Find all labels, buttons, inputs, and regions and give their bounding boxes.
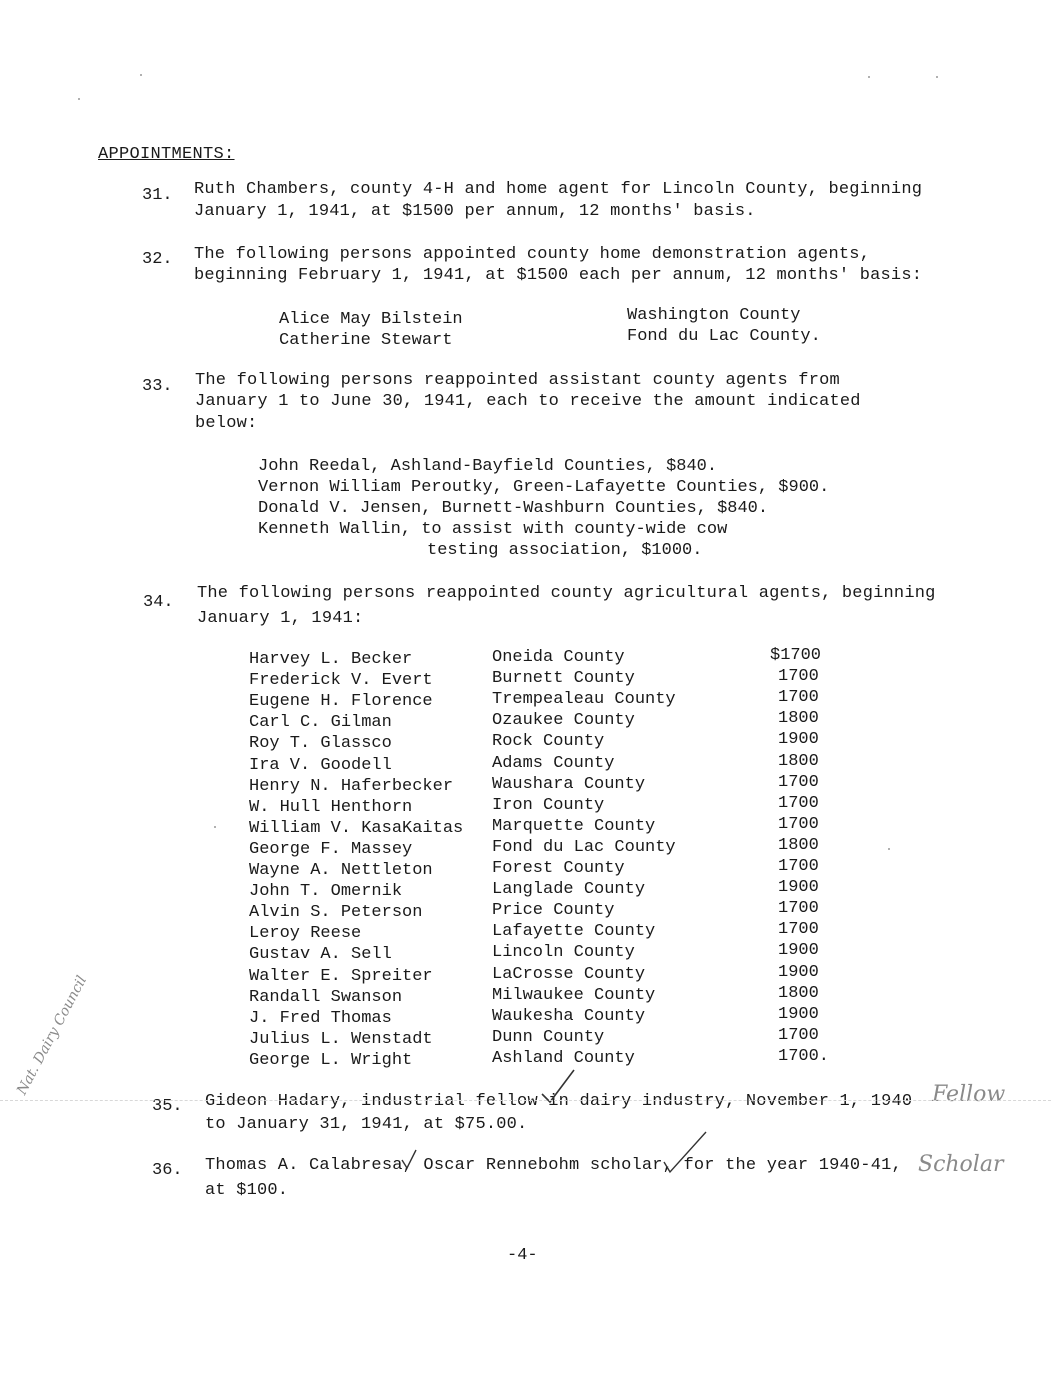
agent-salary: 1700 [778,815,819,834]
home-agent-county: Washington County [627,306,801,325]
agent-salary: 1700 [778,794,819,813]
agent-name: Julius L. Wenstadt [249,1030,433,1049]
agent-county: Oneida County [492,648,625,667]
item-number-36: 36. [152,1161,183,1180]
agent-name: Leroy Reese [249,924,362,943]
agent-name: John T. Omernik [249,882,403,901]
agent-county: Waukesha County [492,1007,646,1026]
agent-salary: 1900 [778,963,819,982]
agent-county: Waushara County [492,775,646,794]
assistant-agent-line: Donald V. Jensen, Burnett-Washburn Counties, $840. [258,499,769,518]
agent-county: Forest County [492,859,625,878]
agent-salary: 1800 [778,836,819,855]
agent-salary: 1900 [778,730,819,749]
agent-salary: 1700 [778,899,819,918]
agent-county: Ozaukee County [492,711,635,730]
agent-salary: $1700 [770,646,822,665]
agent-county: Price County [492,901,615,920]
section-heading: APPOINTMENTS: [98,145,235,164]
agent-county: Milwaukee County [492,986,656,1005]
agent-salary: 1800 [778,709,819,728]
agent-county: Trempealeau County [492,690,676,709]
agent-salary: 1800 [778,752,819,771]
agent-salary: 1700 [778,667,819,686]
item-number-31: 31. [142,186,173,205]
agent-name: J. Fred Thomas [249,1009,392,1028]
item-number-35: 35. [152,1097,183,1116]
item-34-line-2: January 1, 1941: [197,609,364,628]
scan-speck [214,826,216,828]
agent-county: Langlade County [492,880,646,899]
agent-county: LaCrosse County [492,965,646,984]
agent-county: Lincoln County [492,943,635,962]
scan-speck [936,76,938,78]
item-number-34: 34. [143,593,174,612]
home-agent-county: Fond du Lac County. [627,327,821,346]
agent-salary: 1900 [778,878,819,897]
agent-name: Gustav A. Sell [249,945,392,964]
agent-salary: 1700 [778,920,819,939]
agent-salary: 1900 [778,1005,819,1024]
agent-salary: 1700 [778,857,819,876]
item-36-line-2: at $100. [205,1181,289,1200]
agent-county: Burnett County [492,669,635,688]
agent-county: Lafayette County [492,922,656,941]
agent-salary: 1800 [778,984,819,1003]
agent-county: Dunn County [492,1028,605,1047]
agent-county: Ashland County [492,1049,635,1068]
agent-name: Ira V. Goodell [249,756,392,775]
item-32-line-2: beginning February 1, 1941, at $1500 each per annum, 12 months' basis: [194,266,923,285]
scan-speck [868,76,870,78]
agent-salary: 1700 [778,773,819,792]
agent-name: Roy T. Glassco [249,734,392,753]
agent-name: George L. Wright [249,1051,413,1070]
agent-name: Frederick V. Evert [249,671,433,690]
checkmark-icon [660,1128,710,1176]
handwritten-scholar-note: Scholar [918,1152,1004,1177]
assistant-agent-line: Vernon William Peroutky, Green-Lafayette Counties, $900. [258,478,830,497]
assistant-agent-line: John Reedal, Ashland-Bayfield Counties, $840. [258,457,718,476]
handwritten-margin-note: Nat. Dairy Council [14,973,91,1098]
faint-scan-line [0,1100,1051,1101]
handwritten-fellow-note: Fellow [932,1082,1006,1107]
item-number-32: 32. [142,250,173,269]
scan-speck [78,98,80,100]
item-35-line-1: Gideon Hadary, industrial fellow in dairy industry, November 1, 1940 [205,1092,913,1111]
agent-name: Alvin S. Peterson [249,903,423,922]
agent-name: William V. KasaKaitas [249,819,464,838]
item-34-line-1: The following persons reappointed county agricultural agents, beginning [197,584,936,603]
agent-name: Henry N. Haferbecker [249,777,454,796]
agent-name: Randall Swanson [249,988,403,1007]
agent-name: W. Hull Henthorn [249,798,413,817]
page-number: -4- [507,1246,538,1265]
home-agent-name: Alice May Bilstein [279,310,463,329]
agent-name: Wayne A. Nettleton [249,861,433,880]
item-number-33: 33. [142,377,173,396]
agent-county: Iron County [492,796,605,815]
item-31-line-2: January 1, 1941, at $1500 per annum, 12 months' basis. [194,202,756,221]
agent-county: Adams County [492,754,615,773]
agent-name: George F. Massey [249,840,413,859]
agent-name: Carl C. Gilman [249,713,392,732]
item-36-line-1: Thomas A. Calabresa, Oscar Rennebohm scholar, for the year 1940-41, [205,1156,902,1175]
agent-name: Eugene H. Florence [249,692,433,711]
item-35-line-2: to January 31, 1941, at $75.00. [205,1115,528,1134]
agent-salary: 1700. [778,1047,830,1066]
agent-name: Harvey L. Becker [249,650,413,669]
assistant-agent-line: testing association, $1000. [427,541,703,560]
agent-county: Fond du Lac County [492,838,676,857]
agent-name: Walter E. Spreiter [249,967,433,986]
agent-county: Marquette County [492,817,656,836]
agent-salary: 1700 [778,1026,819,1045]
item-31-line-1: Ruth Chambers, county 4-H and home agent for Lincoln County, beginning [194,180,923,199]
agent-salary: 1900 [778,941,819,960]
item-33-line-1: The following persons reappointed assistant county agents from [195,371,840,390]
scan-speck [140,74,142,76]
item-32-line-1: The following persons appointed county home demonstration agents, [194,245,871,264]
assistant-agent-line: Kenneth Wallin, to assist with county-wide cow [258,520,728,539]
item-33-line-2: January 1 to June 30, 1941, each to receive the amount indicated [195,392,861,411]
agent-salary: 1700 [778,688,819,707]
home-agent-name: Catherine Stewart [279,331,453,350]
scan-speck [888,848,890,850]
item-33-line-3: below: [195,414,258,433]
agent-county: Rock County [492,732,605,751]
checkmark-icon [398,1148,420,1174]
